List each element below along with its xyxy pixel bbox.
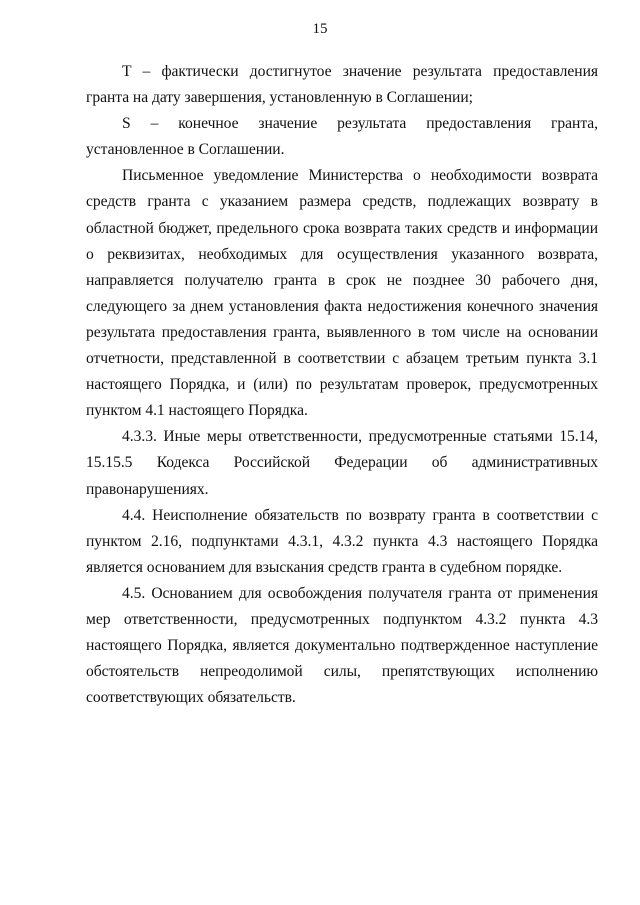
paragraph-4-5: 4.5. Основанием для освобождения получателя гранта от применения мер ответственности, предусмотренных подпунктом 4.3.2 пункта 4.3 настоящего Порядка, является документально подтвержденное наступление обстоятельств непреодолимой силы, препятствующих исполнению соответствующих обязательств.: [86, 584, 598, 707]
document-body: [86, 59, 598, 711]
paragraph-s-definition: S – конечное значение результата предоставления гранта, установленное в Соглашении.: [86, 115, 598, 159]
paragraph-4-4: 4.4. Неисполнение обязательств по возврату гранта в соответствии с пунктом 2.16, подпунктами 4.3.1, 4.3.2 пункта 4.3 настоящего Порядка является основанием для взыскания средств гранта в судебном порядке.: [86, 506, 598, 576]
paragraph-4-3-3: 4.3.3. Иные меры ответственности, предусмотренные статьями 15.14, 15.15.5 Кодекса Российской Федерации об административных правонарушениях.: [86, 428, 598, 498]
paragraph-notification: Письменное уведомление Министерства о необходимости возврата средств гранта с указанием размера средств, подлежащих возврату в областной бюджет, предельного срока возврата таких средств и информации о реквизитах, необходимых для осуществления указанного возврата, направляется получателю гранта в срок не позднее 30 рабочего дня, следующего за днем установления факта недостижения конечного значения результата предоставления гранта, выявленного в том числе на основании отчетности, представленной в соответствии с абзацем третьим пункта 3.1 настоящего Порядка, и (или) по результатам проверок, предусмотренных пунктом 4.1 настоящего Порядка.: [86, 167, 598, 420]
page-number: 15: [312, 21, 328, 37]
paragraph-t-definition: T – фактически достигнутое значение результата предоставления гранта на дату завершения, установленную в Соглашении;: [86, 63, 598, 107]
